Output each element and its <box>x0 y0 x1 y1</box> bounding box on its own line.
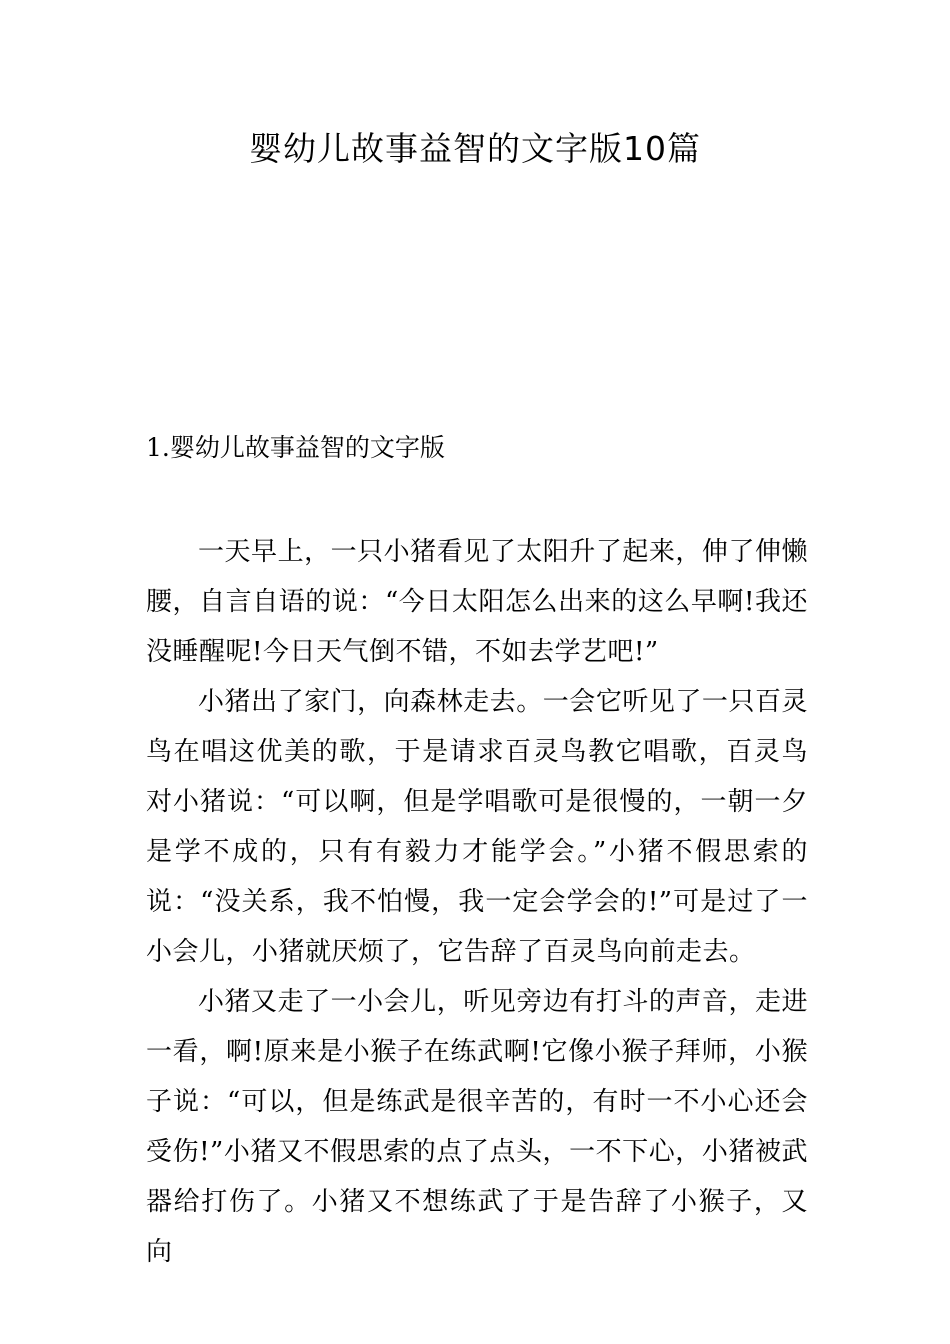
story-body <box>146 527 808 1277</box>
paragraph: 一天早上，一只小猪看见了太阳升了起来，伸了伸懒腰，自言自语的说：“今日太阳怎么出来的这么早啊!我还没睡醒呢!今日天气倒不错，不如去学艺吧!” <box>146 537 808 667</box>
document-title: 婴幼儿故事益智的文字版10篇 <box>249 129 701 168</box>
paragraph: 小猪又走了一小会儿，听见旁边有打斗的声音，走进一看，啊!原来是小猴子在练武啊!它像小猴子拜师，小猴子说：“可以，但是练武是很辛苦的，有时一不小心还会受伤!”小猪又不假思索的点了点头，一不下心，小猪被武器给打伤了。小猪又不想练武了于是告辞了小猴子，又向 <box>146 987 808 1267</box>
section-heading: 1.婴幼儿故事益智的文字版 <box>146 433 445 462</box>
paragraph: 小猪出了家门，向森林走去。一会它听见了一只百灵鸟在唱这优美的歌，于是请求百灵鸟教它唱歌，百灵鸟对小猪说：“可以啊，但是学唱歌可是很慢的，一朝一夕是学不成的，只有有毅力才能学会。”小猪不假思索的说：“没关系，我不怕慢，我一定会学会的!”可是过了一小会儿，小猪就厌烦了，它告辞了百灵鸟向前走去。 <box>146 687 808 967</box>
